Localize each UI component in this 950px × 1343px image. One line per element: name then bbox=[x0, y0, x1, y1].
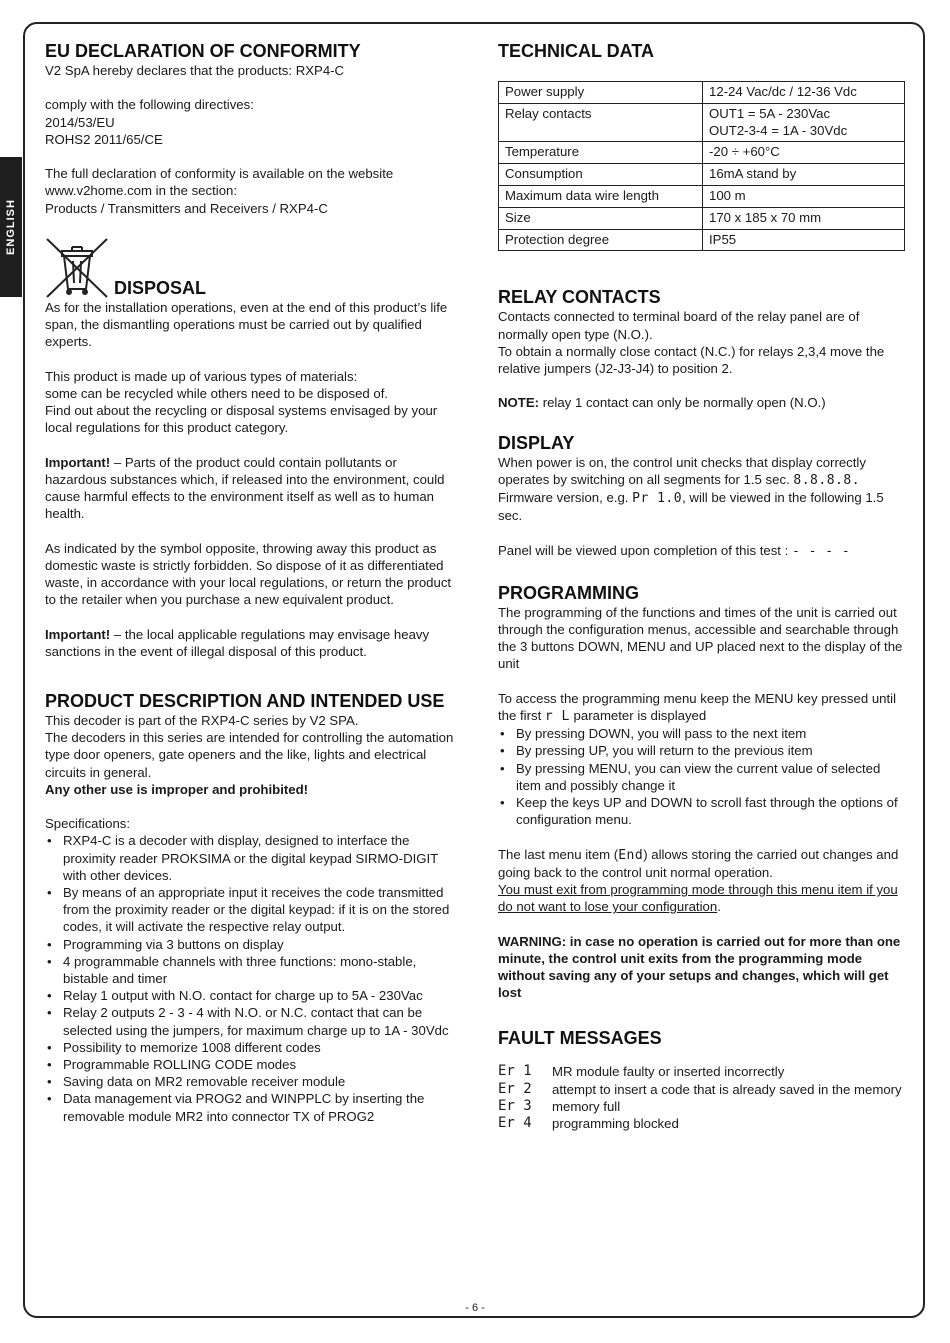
fault-code: Er 4 bbox=[498, 1115, 532, 1132]
table-cell-value bbox=[703, 207, 905, 229]
product-specs-label: Specifications: bbox=[45, 816, 131, 832]
table-row bbox=[499, 207, 905, 229]
technical-data-title: TECHNICAL DATA bbox=[498, 41, 654, 61]
table-row bbox=[499, 82, 905, 104]
list-item: • Possibility to memorize 1008 different codes bbox=[45, 1039, 455, 1056]
programming-last-item-text: The last menu item ( bbox=[498, 846, 619, 862]
list-item: • Programmable ROLLING CODE modes bbox=[45, 1056, 455, 1073]
list-item: • Keep the keys UP and DOWN to scroll fast through the options of configuration menu. bbox=[498, 794, 908, 828]
eu-line-section-path: Products / Transmitters and Receivers / RXP4-C bbox=[45, 200, 328, 216]
disposal-title: DISPOSAL bbox=[114, 277, 207, 298]
table-cell-value-line: OUT1 = 5A - 230Vac bbox=[709, 105, 831, 121]
list-item: • Programming via 3 buttons on display bbox=[45, 936, 455, 953]
list-item: • RXP4-C is a decoder with display, designed to interface the proximity reader PROKSIMA or the digital keypad SIRMO-DIGIT with other devices. bbox=[45, 832, 455, 884]
programming-warning-text: WARNING: in case no operation is carried out for more than one minute, the control unit exits from the programming mode without saving any of your setups and changes, which will get lost bbox=[498, 933, 901, 1001]
product-paragraph-1a: This decoder is part of the RXP4-C series by V2 SPA. bbox=[45, 713, 359, 728]
technical-data-section bbox=[498, 40, 908, 251]
relay-paragraph-1: Contacts connected to terminal board of the relay panel are of normally open type (N.O.). bbox=[498, 309, 860, 342]
relay-note-text: relay 1 contact can only be normally open (N.O.) bbox=[539, 395, 826, 411]
fault-row bbox=[498, 1063, 908, 1080]
table-row bbox=[499, 185, 905, 207]
display-section bbox=[498, 432, 908, 560]
programming-title: PROGRAMMING bbox=[498, 582, 639, 603]
product-specs-list bbox=[45, 832, 455, 1124]
product-paragraph-1b: The decoders in this series are intended for controlling the automation type door openers, gate openers and the like, lights and electrical circuits in general. bbox=[45, 730, 454, 780]
programming-last-item-text-end: ) allows storing the carried out changes and going back to the control unit normal operation. bbox=[498, 846, 899, 880]
relay-note bbox=[498, 394, 908, 411]
disposal-paragraph-2b: some can be recycled while others need to be disposed of. bbox=[45, 385, 389, 401]
table-cell-value-line-2: OUT2-3-4 = 1A - 30Vdc bbox=[709, 122, 848, 138]
eu-line-products: V2 SpA hereby declares that the products: RXP4-C bbox=[45, 63, 345, 78]
table-cell-key: Protection degree bbox=[499, 229, 703, 251]
relay-note-label: NOTE: bbox=[498, 395, 540, 411]
eu-line-website: www.v2home.com in the section: bbox=[45, 183, 238, 199]
table-row bbox=[499, 103, 905, 142]
list-item: • By pressing DOWN, you will pass to the next item bbox=[498, 725, 908, 742]
display-panel-text: Panel will be viewed upon completion of this test : bbox=[498, 542, 792, 558]
table-cell-value-line: 100 m bbox=[709, 187, 746, 203]
programming-paragraph-2 bbox=[498, 690, 908, 725]
fault-messages-title: FAULT MESSAGES bbox=[498, 1028, 662, 1049]
crossed-out-wheelie-bin-icon bbox=[45, 237, 109, 299]
programming-access-text-end: parameter is displayed bbox=[569, 707, 707, 723]
fault-message: MR module faulty or inserted incorrectly bbox=[552, 1064, 785, 1080]
segment-panel-readout: - - - - bbox=[791, 543, 851, 559]
fault-code: Er 3 bbox=[498, 1097, 532, 1114]
table-cell-key: Relay contacts bbox=[499, 103, 703, 142]
display-title: DISPLAY bbox=[498, 432, 575, 453]
disposal-paragraph-2c: Find out about the recycling or disposal systems envisaged by your local regulations for this product category. bbox=[45, 403, 438, 436]
fault-message: memory full bbox=[552, 1098, 621, 1114]
fault-message: programming blocked bbox=[552, 1116, 679, 1132]
fault-code: Er 1 bbox=[498, 1063, 532, 1080]
segment-all-on-readout: 8.8.8.8. bbox=[793, 472, 861, 488]
programming-paragraph-1: The programming of the functions and times of the unit is carried out through the configuration menus, accessible and searchable through the 3 buttons DOWN, MENU and UP placed next to the display of the unit bbox=[498, 604, 903, 672]
display-text-a: When power is on, the control unit checks that display correctly operates by switching on all segments for 1.5 sec. bbox=[498, 454, 866, 487]
table-row bbox=[499, 142, 905, 164]
display-text-b: Firmware version, e.g. bbox=[498, 489, 633, 505]
table-row bbox=[499, 164, 905, 186]
disposal-important-label-2: Important! bbox=[45, 626, 111, 642]
list-item: • Data management via PROG2 and WINPPLC by inserting the removable module MR2 into connector TX of PROG2 bbox=[45, 1090, 455, 1124]
left-column bbox=[45, 40, 455, 1125]
table-cell-value-line: IP55 bbox=[709, 231, 737, 247]
table-row bbox=[499, 229, 905, 251]
table-cell-value bbox=[703, 229, 905, 251]
fault-row bbox=[498, 1081, 908, 1098]
product-improper-use-text: Any other use is improper and prohibited! bbox=[45, 781, 309, 797]
table-cell-value-line: 16mA stand by bbox=[709, 166, 797, 182]
fault-row bbox=[498, 1098, 908, 1115]
programming-section bbox=[498, 582, 908, 1002]
technical-data-table bbox=[498, 81, 905, 251]
eu-line-comply: comply with the following directives: bbox=[45, 97, 254, 113]
table-cell-key: Power supply bbox=[499, 82, 703, 104]
product-description-title: PRODUCT DESCRIPTION AND INTENDED USE bbox=[45, 691, 445, 711]
table-cell-key: Size bbox=[499, 207, 703, 229]
eu-line-directive-2: ROHS2 2011/65/CE bbox=[45, 131, 163, 147]
list-item: • Relay 1 output with N.O. contact for charge up to 5A - 230Vac bbox=[45, 987, 455, 1004]
fault-row bbox=[498, 1115, 908, 1132]
list-item: • By pressing MENU, you can view the current value of selected item and possibly change it bbox=[498, 760, 908, 794]
table-cell-value bbox=[703, 164, 905, 186]
programming-period: . bbox=[717, 899, 721, 915]
disposal-paragraph-1: As for the installation operations, even at the end of this product’s life span, the dismantling operations must be carried out by qualified experts. bbox=[45, 299, 448, 350]
relay-contacts-section bbox=[498, 286, 908, 411]
table-cell-value bbox=[703, 82, 905, 104]
disposal-section bbox=[45, 237, 455, 660]
table-cell-value-line: 12-24 Vac/dc / 12-36 Vdc bbox=[709, 84, 857, 99]
disposal-paragraph-4: As indicated by the symbol opposite, throwing away this product as domestic waste is strictly forbidden. So dispose of it as differentiated waste, in accordance with your local regulations, or return the product to the retailer when you purchase a new equivalent product. bbox=[45, 540, 452, 608]
table-cell-key: Temperature bbox=[499, 142, 703, 164]
disposal-paragraph-3-text: – Parts of the product could contain pollutants or hazardous substances which, if released into the environment, could cause harmful effects to the environment itself as well as to human health. bbox=[45, 454, 445, 522]
display-paragraph-1 bbox=[498, 454, 908, 525]
programming-paragraph-3 bbox=[498, 846, 908, 916]
table-cell-value-line: -20 ÷ +60°C bbox=[709, 144, 780, 160]
segment-firmware-readout: Pr 1.0 bbox=[632, 490, 683, 506]
right-column bbox=[498, 40, 908, 1132]
eu-line-directive-1: 2014/53/EU bbox=[45, 114, 115, 130]
list-item: • 4 programmable channels with three functions: mono-stable, bistable and timer bbox=[45, 953, 455, 987]
fault-messages-section bbox=[498, 1027, 908, 1132]
display-text-c: , will be viewed in the following 1.5 sec. bbox=[498, 489, 884, 524]
table-cell-value bbox=[703, 185, 905, 207]
relay-contacts-title: RELAY CONTACTS bbox=[498, 287, 661, 308]
disposal-important-label-1: Important! bbox=[45, 454, 111, 470]
disposal-paragraph-5-text: – the local applicable regulations may envisage heavy sanctions in the event of illegal disposal of this product. bbox=[45, 626, 430, 659]
table-cell-key: Consumption bbox=[499, 164, 703, 186]
eu-declaration-section bbox=[45, 40, 455, 217]
table-cell-value bbox=[703, 103, 905, 142]
programming-underlined-warning: You must exit from programming mode through this menu item if you do not want to lose your configuration bbox=[498, 882, 898, 915]
language-tab-label: ENGLISH bbox=[5, 199, 17, 255]
segment-first-parameter: r L bbox=[544, 708, 570, 724]
disposal-paragraph-3 bbox=[45, 454, 455, 523]
disposal-paragraph-2a: This product is made up of various types of materials: bbox=[45, 368, 358, 384]
language-tab bbox=[0, 157, 22, 297]
eu-declaration-title: EU DECLARATION OF CONFORMITY bbox=[45, 41, 361, 61]
segment-end-item: End bbox=[618, 847, 644, 863]
relay-paragraph-2: To obtain a normally close contact (N.C.) for relays 2,3,4 move the relative jumpers (J2-J3-J4) to position 2. bbox=[498, 343, 885, 376]
list-item: • By means of an appropriate input it receives the code transmitted from the proximity reader or the digital keypad: if it is on the stored codes, it will activate the respective relay output. bbox=[45, 884, 455, 936]
display-paragraph-2 bbox=[498, 542, 908, 560]
product-improper-use bbox=[45, 781, 455, 798]
programming-list bbox=[498, 725, 908, 828]
list-item: • By pressing UP, you will return to the previous item bbox=[498, 742, 908, 759]
programming-access-text: To access the programming menu keep the MENU key pressed until the first bbox=[498, 690, 897, 723]
page-number: - 6 - bbox=[465, 1302, 485, 1314]
product-description-section bbox=[45, 690, 455, 1125]
table-cell-key: Maximum data wire length bbox=[499, 185, 703, 207]
list-item: • Relay 2 outputs 2 - 3 - 4 with N.O. or N.C. contact that can be selected using the jumpers, for maximum charge up to 1A - 30Vdc bbox=[45, 1004, 455, 1038]
disposal-paragraph-5 bbox=[45, 626, 455, 660]
table-cell-value bbox=[703, 142, 905, 164]
fault-message: attempt to insert a code that is already saved in the memory bbox=[552, 1081, 902, 1097]
list-item: • Saving data on MR2 removable receiver module bbox=[45, 1073, 455, 1090]
fault-code: Er 2 bbox=[498, 1080, 532, 1097]
table-cell-value-line: 170 x 185 x 70 mm bbox=[709, 209, 822, 225]
programming-warning bbox=[498, 933, 908, 1002]
eu-line-available: The full declaration of conformity is available on the website bbox=[45, 166, 394, 182]
